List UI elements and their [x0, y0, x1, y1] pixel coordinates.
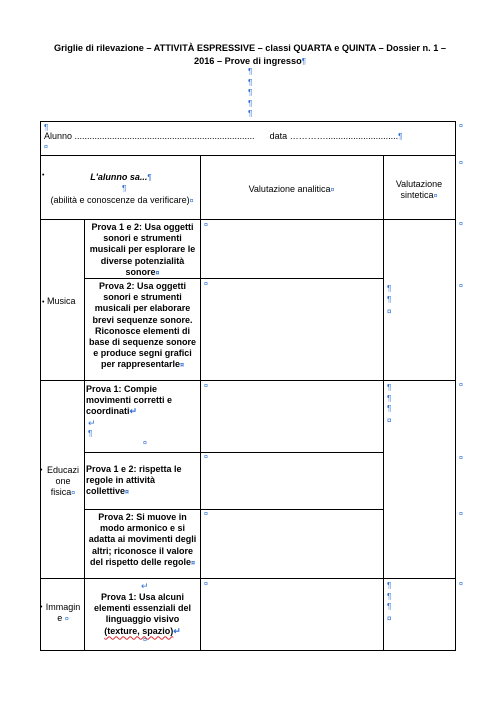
cell-end-mark: ¤ — [459, 455, 463, 462]
alunno-row: Alunno ........................................................................ data ………….............................¶ — [44, 131, 403, 141]
immagine-prova-1: Prova 1: Usa alcuni elementi essenziali del linguaggio visivo (texture, spazio)↵ — [93, 592, 192, 636]
cell-end-mark: ¤ — [459, 221, 463, 228]
musica-label: • Musica — [42, 296, 76, 306]
alunno-label: Alunno ........................................................................ — [44, 131, 255, 141]
title-line-2: 2016 – Prove di ingresso — [193, 56, 302, 66]
cell-end-mark: ¤ — [143, 440, 147, 447]
pilcrow-mark: ¶ — [122, 184, 127, 193]
title-line-1: Griglie di rilevazione – ATTIVITÀ ESPRESSIVE – classi QUARTA e QUINTA – Dossier n. 1 – — [53, 43, 447, 53]
cell-end-mark: ¤ — [204, 511, 208, 518]
lalunno-header: L'alunno sa...¶ — [90, 172, 152, 182]
cell-end-mark: ¤ — [44, 144, 48, 151]
fisica-label: • Educazi one fisica¤ — [40, 465, 80, 498]
musica-prova-2: Prova 2: Usa oggetti sonori e strumenti musicali per elaborare brevi sequenze sonore. Riconosce elementi di base di sequenze sonore e produce segni grafici per rappresentarle¤ — [88, 281, 197, 370]
document-title — [30, 42, 470, 68]
cell-end-mark: ¤ — [459, 123, 463, 130]
cell-end-mark: ¤ — [204, 383, 208, 390]
pilcrow-mark: ¶ — [248, 88, 253, 97]
pilcrow-mark: ¶ — [248, 78, 253, 87]
pilcrow-mark: ¶ — [44, 123, 49, 132]
fisica-prova-2: Prova 1 e 2: rispetta le regole in attività collettive¤ — [86, 464, 182, 497]
cell-end-mark: ¤ — [204, 454, 208, 461]
return-mark: ↵ — [141, 581, 149, 591]
cell-end-mark: ¤ — [459, 581, 463, 588]
cell-end-mark: ¤ — [204, 281, 208, 288]
musica-prova-1: Prova 1 e 2: Usa oggetti sonori e strumenti musicali per esplorare le diverse potenzialità sonore¤ — [89, 222, 196, 277]
abilita-header: (abilità e conoscenze da verificare)¤ — [50, 195, 194, 205]
fisica-prova-3: Prova 2: Si muove in modo armonico e si adatta ai movimenti degli altri; riconosce il valore del rispetto delle regole¤ — [88, 512, 197, 567]
pilcrow-mark: ¶ — [248, 99, 253, 108]
cell-end-mark: ¤ — [459, 382, 463, 389]
cell-end-mark: ¤ — [143, 637, 147, 644]
pilcrow-mark: ¶ — [301, 57, 307, 66]
immagine-label: • Immagin e ¤ — [40, 602, 81, 624]
pilcrow-mark: ¶ — [248, 109, 253, 118]
cell-end-mark: ¤ — [459, 283, 463, 290]
pilcrow-mark: ¶ — [88, 429, 93, 438]
pilcrow-mark: ¶ — [248, 67, 253, 76]
cell-end-mark: ¤ — [459, 511, 463, 518]
cell-end-mark: ¤ — [204, 581, 208, 588]
data-label: data …………............................. — [269, 131, 399, 141]
sintetica-header: Valutazione sintetica¤ — [395, 179, 443, 201]
analitica-header: Valutazione analitica¤ — [248, 184, 335, 194]
fisica-prova-1: Prova 1: Compie movimenti corretti e coordinati↵ — [86, 384, 173, 417]
cell-end-mark: ¤ — [204, 222, 208, 229]
cell-end-mark: ¤ — [459, 160, 463, 167]
return-mark: ↵ — [88, 418, 96, 428]
